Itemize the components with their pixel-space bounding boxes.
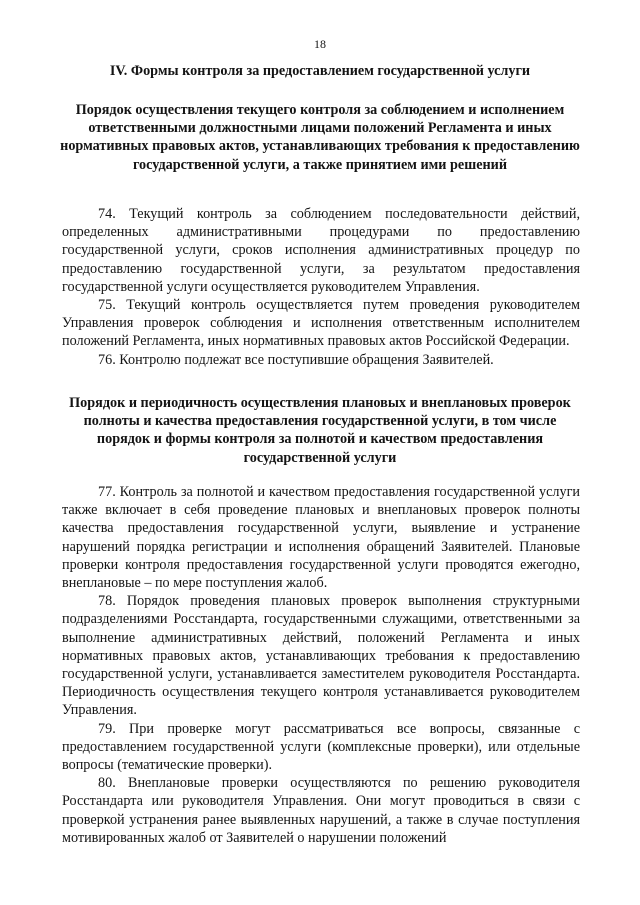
paragraph-75: 75. Текущий контроль осуществляется путем проведения руководителем Управления проверок соблюдения и исполнения ответственным исполнителем положений Регламента, иных нормативных правовых актов Российской Федерации.	[62, 297, 580, 350]
page-number: 18	[314, 37, 326, 51]
paragraph-77: 77. Контроль за полнотой и качеством предоставления государственной услуги также включает в себя проведение плановых и внеплановых проверок полноты качества предоставления государственной услуги, выявление и устранение нарушений порядка регистрации и исполнения обращений Заявителей. Плановые проверки контроля предоставления государственной услуги проводятся ежегодно, внеплановые – по мере поступления жалоб.	[62, 484, 580, 592]
paragraph-group-inspections	[62, 483, 580, 847]
paragraph-76: 76. Контролю подлежат все поступившие обращения Заявителей.	[98, 351, 494, 368]
section-title: IV. Формы контроля за предоставлением государственной услуги	[109, 63, 531, 79]
subsection-heading-current-control: Порядок осуществления текущего контроля за соблюдением и исполнением ответственными должностными лицами положений Регламента и иных нормативных правовых актов, устанавливающих требования к предоставлению государственной услуги, а также принятием ими решений	[60, 102, 580, 173]
paragraph-79: 79. При проверке могут рассматриваться все вопросы, связанные с предоставлением государственной услуги (комплексные проверки), или отдельные вопросы (тематические проверки).	[62, 720, 580, 774]
paragraph-group-current-control	[62, 205, 580, 369]
paragraph-78: 78. Порядок проведения плановых проверок выполнения структурными подразделениями Росстандарта, государственными служащими, ответственными за выполнение административных действий, положений Регламента и иных нормативных правовых актов, устанавливающих требования к предоставлению государственной услуги, устанавливается заместителем руководителя Росстандарта. Периодичность осуществления текущего контроля устанавливается руководителем Управления.	[62, 593, 580, 719]
subsection-heading-inspections: Порядок и периодичность осуществления плановых и внеплановых проверок полноты и качества предоставления государственной услуги, в том числе порядок и формы контроля за полнотой и качеством предоставления государственной услуги	[69, 395, 571, 466]
paragraph-80: 80. Внеплановые проверки осуществляются по решению руководителя Росстандарта или руководителя Управления. Они могут проводиться в связи с проверкой устранения ранее выявленных нарушений, а также в случае поступления мотивированных жалоб от Заявителей о нарушении положений	[62, 775, 580, 846]
paragraph-74: 74. Текущий контроль за соблюдением последовательности действий, определенных административными процедурами по предоставлению государственной услуги, сроков исполнения административных процедур по предоставлению государственной услуги, за результатом предоставления государственной услуги осуществляется руководителем Управления.	[62, 206, 580, 295]
